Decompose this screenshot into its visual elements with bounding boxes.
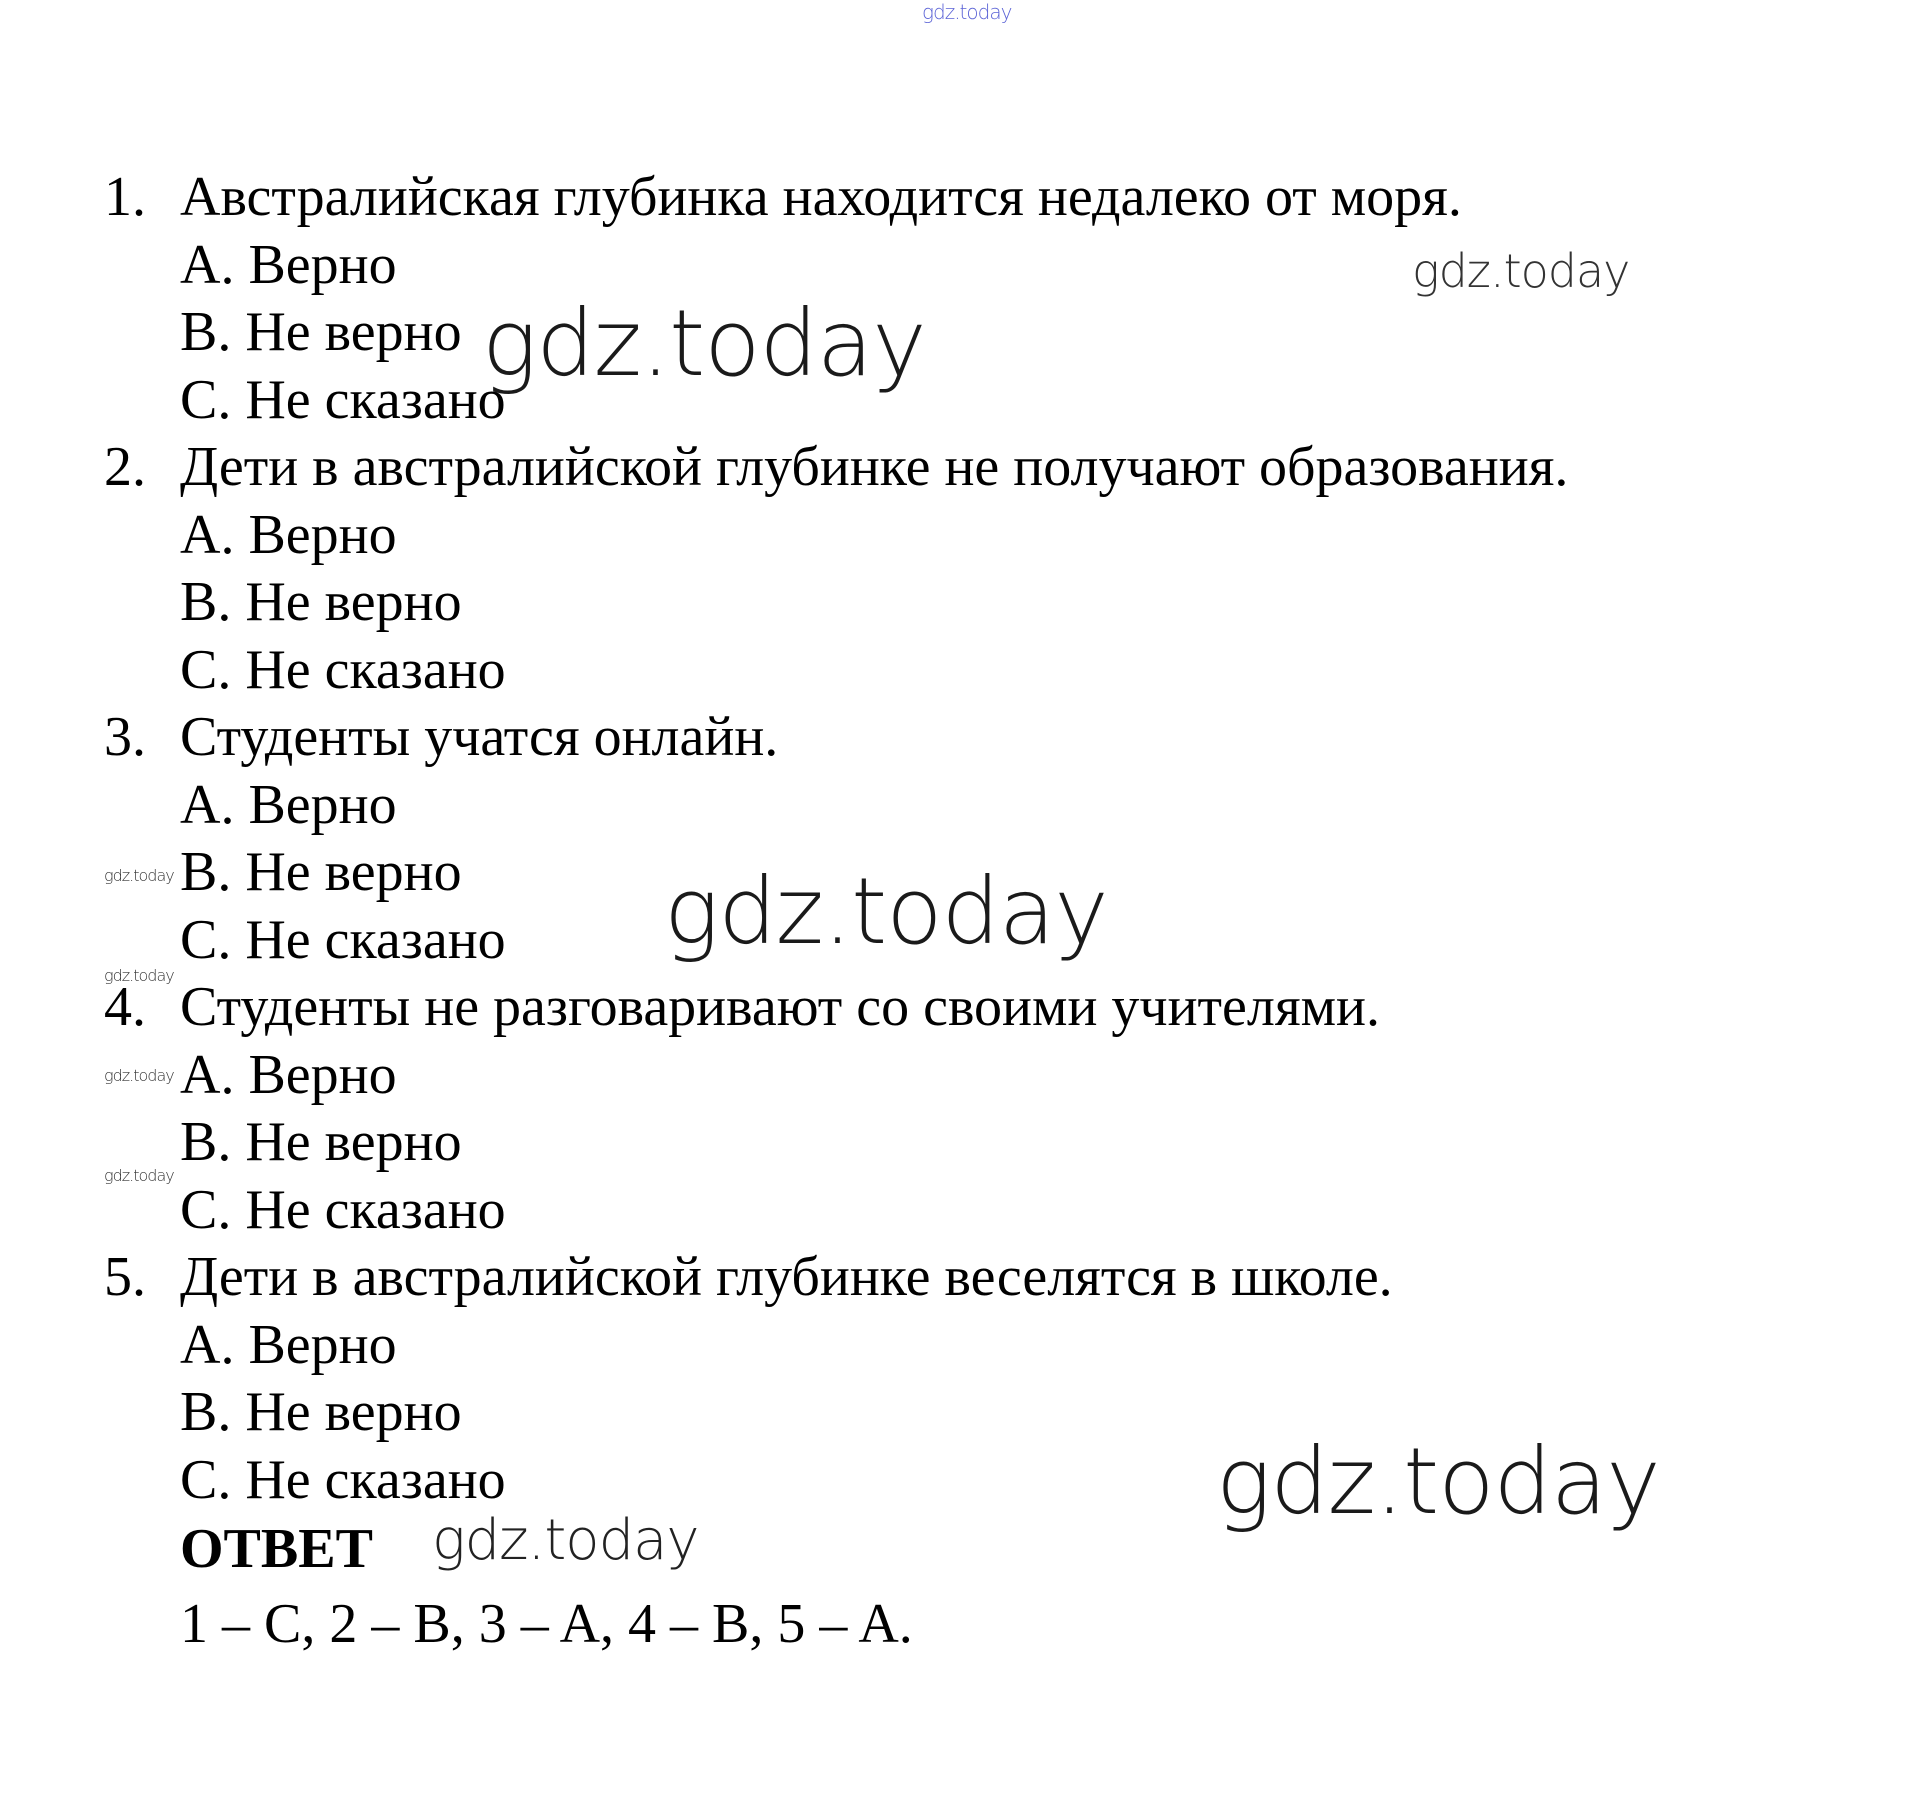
question-text: Австралийская глубинка находится недалеко от моря. bbox=[180, 166, 1462, 228]
question-item bbox=[104, 1244, 1568, 1514]
question-number: 5. bbox=[104, 1246, 146, 1308]
question-number: 4. bbox=[104, 976, 146, 1038]
question-line bbox=[104, 164, 1568, 232]
question-line bbox=[104, 704, 1568, 772]
question-item bbox=[104, 704, 1568, 974]
option-b: B. Не верно bbox=[180, 1381, 462, 1443]
option-b: B. Не верно bbox=[180, 571, 462, 633]
answer-title: ОТВЕТ bbox=[180, 1518, 373, 1580]
question-line bbox=[104, 434, 1568, 502]
question-text: Дети в австралийской глубинке не получают образования. bbox=[180, 436, 1569, 498]
watermark: gdz.today bbox=[1216, 1428, 1660, 1535]
answer-block bbox=[180, 1512, 913, 1662]
option-b: B. Не верно bbox=[180, 301, 462, 363]
option-a: A. Верно bbox=[180, 773, 397, 836]
question-item bbox=[104, 974, 1568, 1244]
watermark-small: gdz.today bbox=[104, 966, 174, 985]
option-c: C. Не сказано bbox=[180, 908, 506, 971]
option-b: B. Не верно bbox=[180, 1111, 462, 1173]
question-text: Студенты не разговаривают со своими учителями. bbox=[180, 976, 1380, 1038]
option-a: A. Верно bbox=[180, 1313, 397, 1376]
watermark: gdz.today bbox=[482, 290, 926, 397]
watermark-small: gdz.today bbox=[104, 1066, 174, 1085]
watermark-top: gdz.today bbox=[922, 0, 1012, 24]
option-c: C. Не сказано bbox=[180, 1178, 506, 1241]
question-text: Студенты учатся онлайн. bbox=[180, 706, 779, 768]
option-c: C. Не сказано bbox=[180, 638, 506, 701]
option-c: C. Не сказано bbox=[180, 1448, 506, 1511]
option-b: B. Не верно bbox=[180, 841, 462, 903]
question-line bbox=[104, 1244, 1568, 1312]
answer-text: 1 – C, 2 – B, 3 – A, 4 – B, 5 – A. bbox=[180, 1593, 913, 1655]
option-a: A. Верно bbox=[180, 503, 397, 566]
watermark: gdz.today bbox=[1412, 244, 1630, 298]
question-number: 1. bbox=[104, 166, 146, 228]
question-item bbox=[104, 434, 1568, 704]
watermark-small: gdz.today bbox=[104, 866, 174, 885]
question-item bbox=[104, 164, 1568, 434]
watermark-small: gdz.today bbox=[104, 1166, 174, 1185]
watermark: gdz.today bbox=[664, 858, 1108, 965]
question-number: 3. bbox=[104, 706, 146, 768]
question-number: 2. bbox=[104, 436, 146, 498]
watermark: gdz.today bbox=[432, 1508, 699, 1573]
question-text: Дети в австралийской глубинке веселятся в школе. bbox=[180, 1246, 1393, 1308]
question-list bbox=[104, 164, 1568, 1514]
option-a: A. Верно bbox=[180, 233, 397, 296]
option-a: A. Верно bbox=[180, 1043, 397, 1106]
option-c: C. Не сказано bbox=[180, 368, 506, 431]
question-line bbox=[104, 974, 1568, 1042]
